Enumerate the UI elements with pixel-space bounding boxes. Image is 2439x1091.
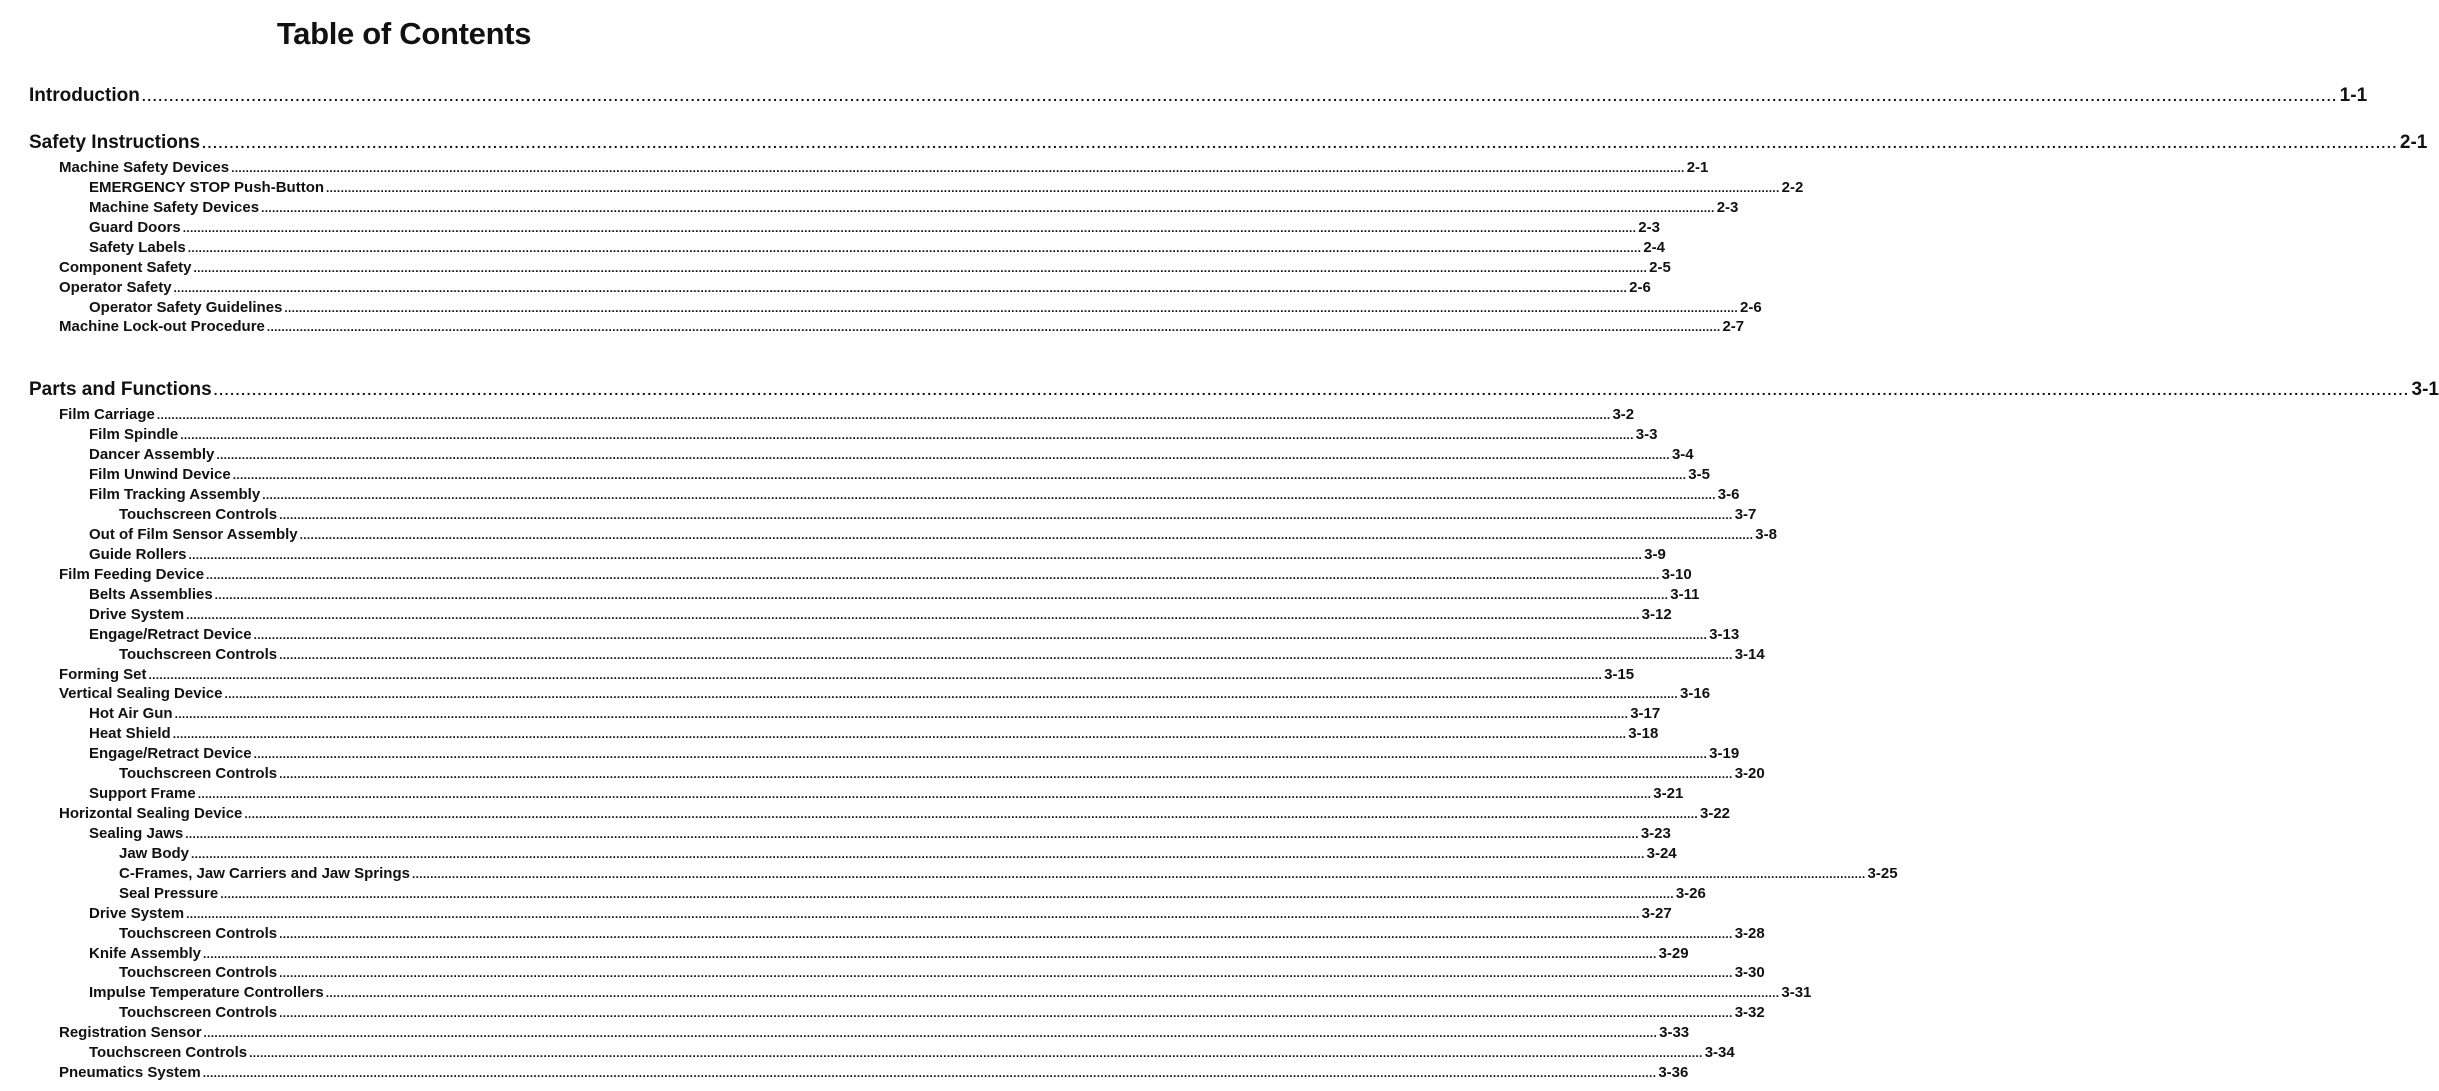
toc-dot-leader: ................................................................................................................................................................................................................................................................................................................................................................................................................ bbox=[172, 727, 1627, 742]
toc-dot-leader: ................................................................................................................................................................................................................................................................................................................................................................................................................ bbox=[206, 567, 1660, 582]
toc-entry-page: 2-5 bbox=[1649, 258, 1671, 276]
toc-entry-page: 3-28 bbox=[1734, 924, 1765, 942]
toc-entry[interactable] bbox=[89, 485, 1740, 505]
toc-entry-page: 3-9 bbox=[1644, 545, 1666, 563]
toc-entry-page: 3-23 bbox=[1640, 824, 1671, 842]
toc-entry-title: Hot Air Gun bbox=[89, 705, 173, 723]
toc-entry-page: 3-30 bbox=[1734, 964, 1765, 982]
toc-entry-title: Machine Safety Devices bbox=[59, 159, 230, 176]
toc-entry-title: Safety Labels bbox=[89, 238, 186, 256]
toc-entry-title: C-Frames, Jaw Carriers and Jaw Springs bbox=[119, 864, 410, 882]
toc-entry-title: Out of Film Sensor Assembly bbox=[89, 526, 298, 544]
toc-entry-title: Touchscreen Controls bbox=[119, 964, 278, 982]
toc-entry[interactable] bbox=[89, 545, 1666, 565]
toc-entry-title: Touchscreen Controls bbox=[119, 506, 278, 524]
toc-dot-leader: ................................................................................................................................................................................................................................................................................................................................................................................................................ bbox=[191, 846, 1645, 861]
toc-entry[interactable] bbox=[119, 645, 1765, 665]
toc-entry-page: 3-11 bbox=[1670, 585, 1700, 603]
toc-entry-title: Heat Shield bbox=[89, 725, 171, 743]
toc-entry-title: Touchscreen Controls bbox=[119, 924, 278, 942]
toc-dot-leader: ................................................................................................................................................................................................................................................................................................................................................................................................................ bbox=[279, 1006, 1733, 1021]
toc-entry-title: Impulse Temperature Controllers bbox=[89, 984, 324, 1002]
toc-entry-title: Horizontal Sealing Device bbox=[59, 805, 243, 823]
toc-entry-page: 2-7 bbox=[1722, 318, 1745, 336]
toc-entry-title: Drive System bbox=[89, 605, 185, 623]
toc-dot-leader: ................................................................................................................................................................................................................................................................................................................................................................................................................ bbox=[188, 547, 1643, 562]
toc-entry-page: 3-3 bbox=[1635, 426, 1658, 444]
toc-dot-leader: ................................................................................................................................................................................................................................................................................................................................................................................................................ bbox=[232, 468, 1687, 483]
toc-entry-title: Seal Pressure bbox=[119, 884, 219, 902]
toc-entry-page: 3-36 bbox=[1658, 1064, 1689, 1082]
toc-entry-page: 2-3 bbox=[1716, 198, 1739, 216]
toc-dot-leader: ................................................................................................................................................................................................................................................................................................................................................................................................................ bbox=[253, 747, 1708, 762]
toc-dot-leader: ................................................................................................................................................................................................................................................................................................................................................................................................................ bbox=[279, 966, 1733, 981]
toc-entry-page: 3-18 bbox=[1628, 725, 1659, 743]
toc-entry-title: Touchscreen Controls bbox=[119, 645, 278, 663]
toc-entry-page: 2-6 bbox=[1629, 278, 1651, 296]
toc-dot-leader: ................................................................................................................................................................................................................................................................................................................................................................................................................ bbox=[185, 826, 1639, 841]
toc-entry[interactable] bbox=[89, 824, 1671, 844]
toc-entry-title: Sealing Jaws bbox=[89, 824, 184, 842]
toc-entry[interactable] bbox=[59, 158, 1709, 178]
toc-entry-title: Guard Doors bbox=[89, 218, 181, 236]
toc-entry-page: 3-27 bbox=[1641, 904, 1672, 922]
toc-dot-leader: ................................................................................................................................................................................................................................................................................................................................................................................................................ bbox=[203, 1026, 1658, 1041]
toc-dot-leader: ................................................................................................................................................................................................................................................................................................................................................................................................................ bbox=[224, 687, 1679, 702]
toc-entry-page: 3-33 bbox=[1659, 1024, 1690, 1042]
toc-entry[interactable] bbox=[89, 625, 1740, 645]
toc-dot-leader: ................................................................................................................................................................................................................................................................................................................................................................................................................ bbox=[279, 508, 1733, 523]
toc-entry-title: Jaw Body bbox=[119, 844, 190, 862]
toc-entry[interactable] bbox=[89, 983, 1812, 1003]
toc-entry-page: 3-16 bbox=[1680, 685, 1711, 703]
toc-entry-title: Engage/Retract Device bbox=[89, 625, 252, 643]
toc-entry[interactable] bbox=[59, 804, 1731, 824]
toc-section-entry[interactable] bbox=[29, 378, 2439, 402]
toc-dot-leader: ................................................................................................................................................................................................................................................................................................................................................................................................................ bbox=[284, 300, 1738, 315]
toc-entry-page: 3-14 bbox=[1734, 645, 1765, 663]
toc-entry-title: Film Unwind Device bbox=[89, 466, 231, 484]
toc-entry[interactable] bbox=[59, 278, 1651, 298]
toc-entry[interactable] bbox=[89, 1043, 1735, 1063]
toc-dot-leader: ................................................................................................................................................................................................................................................................................................................................................................................................................ bbox=[213, 382, 2410, 399]
toc-entry[interactable] bbox=[89, 178, 1804, 198]
toc-entry[interactable] bbox=[119, 963, 1765, 983]
toc-entry-title: Touchscreen Controls bbox=[89, 1044, 248, 1062]
toc-dot-leader: ................................................................................................................................................................................................................................................................................................................................................................................................................ bbox=[186, 906, 1640, 921]
toc-entry[interactable] bbox=[89, 585, 1700, 605]
toc-dot-leader: ................................................................................................................................................................................................................................................................................................................................................................................................................ bbox=[182, 220, 1637, 235]
toc-entry[interactable] bbox=[59, 317, 1745, 337]
toc-entry-page: 3-2 bbox=[1612, 406, 1635, 424]
toc-dot-leader: ................................................................................................................................................................................................................................................................................................................................................................................................................ bbox=[279, 647, 1733, 662]
toc-entry-page: 3-19 bbox=[1709, 745, 1740, 763]
toc-dot-leader: ................................................................................................................................................................................................................................................................................................................................................................................................................ bbox=[174, 707, 1629, 722]
toc-dot-leader: ................................................................................................................................................................................................................................................................................................................................................................................................................ bbox=[202, 135, 2398, 151]
toc-dot-leader: ................................................................................................................................................................................................................................................................................................................................................................................................................ bbox=[148, 667, 1603, 682]
toc-entry[interactable] bbox=[59, 1023, 1690, 1043]
toc-entry-page: 1-1 bbox=[2339, 85, 2368, 106]
toc-dot-leader: ................................................................................................................................................................................................................................................................................................................................................................................................................ bbox=[326, 180, 1780, 195]
toc-entry-page: 3-22 bbox=[1699, 805, 1731, 823]
toc-entry-page: 3-25 bbox=[1867, 864, 1898, 882]
toc-entry-title: EMERGENCY STOP Push-Button bbox=[89, 178, 325, 196]
toc-dot-leader: ................................................................................................................................................................................................................................................................................................................................................................................................................ bbox=[231, 161, 1685, 175]
toc-entry-page: 3-7 bbox=[1734, 506, 1757, 524]
toc-entry[interactable] bbox=[119, 884, 1706, 904]
toc-entry-title: Registration Sensor bbox=[59, 1024, 202, 1042]
toc-dot-leader: ................................................................................................................................................................................................................................................................................................................................................................................................................ bbox=[156, 408, 1611, 423]
toc-dot-leader: ................................................................................................................................................................................................................................................................................................................................................................................................................ bbox=[253, 627, 1708, 642]
toc-entry-page: 3-10 bbox=[1661, 565, 1692, 583]
toc-entry[interactable] bbox=[59, 258, 1671, 278]
toc-dot-leader: ................................................................................................................................................................................................................................................................................................................................................................................................................ bbox=[197, 787, 1652, 802]
toc-entry-page: 3-26 bbox=[1675, 884, 1706, 902]
toc-section-entry[interactable] bbox=[29, 84, 2368, 108]
toc-dot-leader: ................................................................................................................................................................................................................................................................................................................................................................................................................ bbox=[141, 88, 2338, 104]
toc-dot-leader: ................................................................................................................................................................................................................................................................................................................................................................................................................ bbox=[220, 886, 1674, 901]
toc-entry-page: 2-2 bbox=[1781, 178, 1804, 196]
toc-entry-title: Forming Set bbox=[59, 665, 147, 683]
toc-entry-page: 3-21 bbox=[1653, 785, 1684, 803]
toc-dot-leader: ................................................................................................................................................................................................................................................................................................................................................................................................................ bbox=[173, 280, 1628, 295]
toc-dot-leader: ................................................................................................................................................................................................................................................................................................................................................................................................................ bbox=[266, 320, 1721, 335]
toc-entry-page: 3-32 bbox=[1734, 1004, 1765, 1022]
toc-entry-title: Introduction bbox=[29, 85, 140, 106]
toc-dot-leader: ................................................................................................................................................................................................................................................................................................................................................................................................................ bbox=[262, 488, 1716, 503]
toc-entry[interactable] bbox=[89, 218, 1660, 238]
toc-entry[interactable] bbox=[119, 864, 1898, 884]
toc-dot-leader: ................................................................................................................................................................................................................................................................................................................................................................................................................ bbox=[279, 767, 1733, 782]
toc-dot-leader: ................................................................................................................................................................................................................................................................................................................................................................................................................ bbox=[180, 428, 1634, 443]
toc-entry[interactable] bbox=[119, 505, 1757, 525]
toc-dot-leader: ................................................................................................................................................................................................................................................................................................................................................................................................................ bbox=[249, 1046, 1703, 1061]
toc-entry-page: 3-29 bbox=[1658, 944, 1689, 962]
toc-entry-page: 3-13 bbox=[1709, 625, 1740, 643]
toc-entry-page: 2-6 bbox=[1739, 298, 1762, 316]
toc-entry[interactable] bbox=[119, 1003, 1765, 1023]
toc-dot-leader: ................................................................................................................................................................................................................................................................................................................................................................................................................ bbox=[411, 866, 1866, 881]
toc-entry[interactable] bbox=[89, 238, 1665, 258]
toc-dot-leader: ................................................................................................................................................................................................................................................................................................................................................................................................................ bbox=[202, 946, 1657, 961]
toc-entry-title: Machine Safety Devices bbox=[89, 198, 260, 216]
toc-entry[interactable] bbox=[59, 1063, 1689, 1083]
toc-entry-title: Safety Instructions bbox=[29, 132, 201, 153]
toc-entry-title: Drive System bbox=[89, 904, 185, 922]
toc-dot-leader: ................................................................................................................................................................................................................................................................................................................................................................................................................ bbox=[186, 607, 1640, 622]
toc-entry-page: 2-1 bbox=[2399, 132, 2428, 153]
toc-dot-leader: ................................................................................................................................................................................................................................................................................................................................................................................................................ bbox=[216, 448, 1670, 463]
toc-entry-title: Component Safety bbox=[59, 258, 192, 276]
toc-entry[interactable] bbox=[89, 944, 1689, 964]
toc-entry-page: 3-8 bbox=[1755, 526, 1777, 544]
toc-entry-page: 3-5 bbox=[1688, 466, 1710, 484]
toc-entry-title: Film Carriage bbox=[59, 406, 155, 424]
toc-entry[interactable] bbox=[89, 904, 1672, 924]
toc-entry-page: 3-24 bbox=[1646, 844, 1677, 862]
toc-entry-page: 3-6 bbox=[1717, 486, 1740, 504]
toc-entry[interactable] bbox=[89, 525, 1777, 545]
toc-dot-leader: ................................................................................................................................................................................................................................................................................................................................................................................................................ bbox=[279, 926, 1733, 941]
toc-entry[interactable] bbox=[89, 724, 1659, 744]
toc-entry-page: 3-34 bbox=[1704, 1044, 1735, 1062]
toc-entry-page: 3-12 bbox=[1641, 605, 1672, 623]
toc-entry-title: Dancer Assembly bbox=[89, 446, 215, 464]
toc-entry-page: 3-15 bbox=[1604, 665, 1635, 683]
toc-entry-title: Machine Lock-out Procedure bbox=[59, 318, 265, 336]
toc-entry-title: Knife Assembly bbox=[89, 944, 201, 962]
toc-entry[interactable] bbox=[89, 704, 1661, 724]
toc-entry-page: 3-17 bbox=[1630, 705, 1661, 723]
toc-entry-title: Touchscreen Controls bbox=[119, 1004, 278, 1022]
toc-entry[interactable] bbox=[59, 405, 1635, 425]
toc-entry-page: 2-1 bbox=[1686, 159, 1709, 176]
toc-entry[interactable] bbox=[89, 445, 1694, 465]
toc-dot-leader: ................................................................................................................................................................................................................................................................................................................................................................................................................ bbox=[202, 1066, 1657, 1081]
toc-entry-title: Operator Safety bbox=[59, 278, 172, 296]
toc-entry-title: Belts Assemblies bbox=[89, 585, 213, 603]
toc-entry-title: Film Tracking Assembly bbox=[89, 486, 261, 504]
toc-dot-leader: ................................................................................................................................................................................................................................................................................................................................................................................................................ bbox=[299, 528, 1754, 543]
toc-entry[interactable] bbox=[89, 744, 1740, 764]
toc-entry-title: Film Spindle bbox=[89, 426, 179, 444]
page-title: Table of Contents bbox=[276, 16, 532, 51]
toc-entry-page: 2-3 bbox=[1638, 218, 1660, 236]
toc-entry-title: Film Feeding Device bbox=[59, 565, 205, 583]
toc-entry[interactable] bbox=[89, 605, 1672, 625]
toc-entry[interactable] bbox=[119, 924, 1765, 944]
toc-entry[interactable] bbox=[119, 844, 1677, 864]
toc-entry[interactable] bbox=[59, 565, 1692, 585]
toc-dot-leader: ................................................................................................................................................................................................................................................................................................................................................................................................................ bbox=[325, 986, 1780, 1001]
toc-dot-leader: ................................................................................................................................................................................................................................................................................................................................................................................................................ bbox=[261, 200, 1715, 215]
toc-section-entry[interactable] bbox=[29, 131, 2428, 155]
toc-entry-title: Touchscreen Controls bbox=[119, 765, 278, 783]
toc-dot-leader: ................................................................................................................................................................................................................................................................................................................................................................................................................ bbox=[187, 240, 1642, 255]
toc-dot-leader: ................................................................................................................................................................................................................................................................................................................................................................................................................ bbox=[214, 587, 1669, 602]
toc-entry[interactable] bbox=[89, 425, 1658, 445]
toc-entry[interactable] bbox=[89, 198, 1739, 218]
toc-dot-leader: ................................................................................................................................................................................................................................................................................................................................................................................................................ bbox=[193, 260, 1648, 275]
toc-entry-title: Pneumatics System bbox=[59, 1064, 201, 1082]
toc-entry[interactable] bbox=[59, 665, 1635, 685]
toc-entry[interactable] bbox=[89, 298, 1762, 318]
toc-entry-page: 3-1 bbox=[2411, 379, 2439, 401]
toc-entry-page: 3-31 bbox=[1781, 984, 1812, 1002]
toc-entry-page: 3-20 bbox=[1734, 765, 1765, 783]
toc-entry[interactable] bbox=[59, 684, 1711, 704]
toc-entry-title: Support Frame bbox=[89, 785, 196, 803]
toc-entry-title: Engage/Retract Device bbox=[89, 745, 252, 763]
toc-entry-title: Guide Rollers bbox=[89, 545, 187, 563]
toc-entry[interactable] bbox=[119, 764, 1765, 784]
toc-entry-title: Parts and Functions bbox=[29, 379, 212, 401]
toc-entry-title: Vertical Sealing Device bbox=[59, 685, 223, 703]
toc-entry-page: 3-4 bbox=[1671, 446, 1694, 464]
toc-entry-title: Operator Safety Guidelines bbox=[89, 298, 283, 316]
toc-dot-leader: ................................................................................................................................................................................................................................................................................................................................................................................................................ bbox=[244, 807, 1698, 822]
toc-entry[interactable] bbox=[89, 465, 1710, 485]
toc-entry[interactable] bbox=[89, 784, 1684, 804]
toc-entry-page: 2-4 bbox=[1643, 238, 1665, 256]
